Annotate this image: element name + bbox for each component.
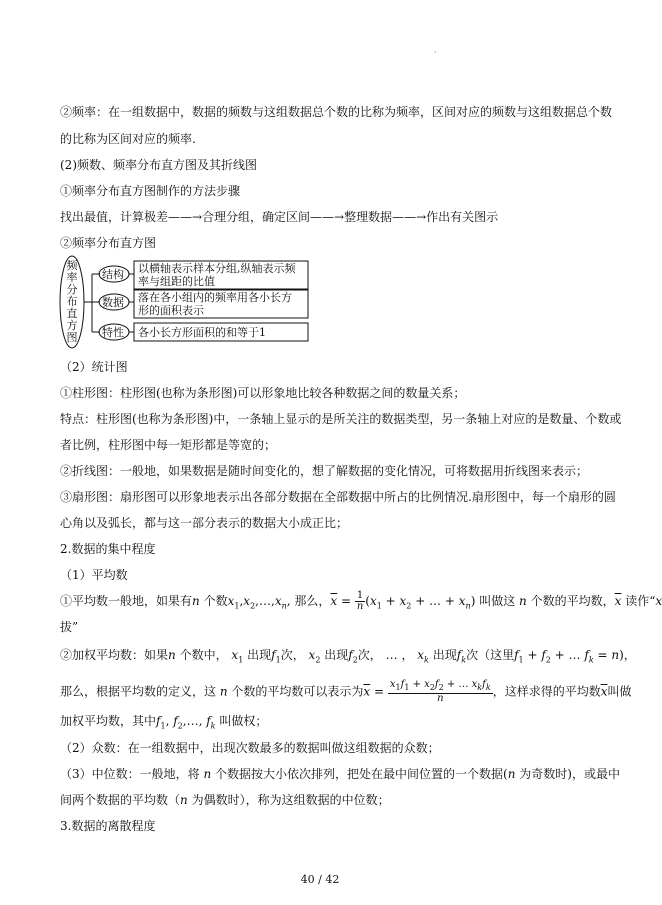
center-char: 分 — [66, 283, 78, 296]
text-span: 次， — [357, 648, 382, 662]
center-char: 方 — [66, 319, 78, 332]
text-span: 叫做 — [607, 684, 632, 699]
text-line: 者比例，柱形图中每一矩形都是等宽的； — [60, 438, 277, 452]
formula-line: 那么，根据平均数的定义，这 n 个数的平均数可以表示为$\overline{x}$ = $\frac{x_1f_1 + x_2f_2 + \dots x_kf_k}{n}$ ，这样求得的平均数$\overline{x}$叫做 — [60, 679, 632, 704]
text-span: ②加权平均数：如果 — [60, 648, 169, 662]
diagram-item-desc: 率与组距的比值 — [138, 275, 215, 288]
text-span: 叫做这 — [479, 594, 516, 608]
text-span: 出现 — [324, 648, 349, 662]
text-line: ③扇形图：扇形图可以形象地表示出各部分数据在全部数据中所占的比例情况.扇形图中，每一个扇形的圆 — [60, 490, 616, 504]
text-line: ①频率分布直方图制作的方法步骤 — [60, 184, 241, 198]
formula-line: ②加权平均数：如果n 个数中， $x_1$ 出现$f_1$次， $x_2$ 出现$f_2$次， … ， $x_k$ 出现$f_k$次（这里$f_1 + f_2$ + … $f_k = n$)， — [60, 648, 636, 665]
section-heading: （1）平均数 — [60, 568, 128, 582]
text-line: ②折线图：一般地，如果数据是随时间变化的，想了解数据的变化情况，可将数据用折线图来表示； — [60, 464, 589, 478]
diagram-item-label: 特性 — [102, 326, 124, 339]
formula-line: ①平均数一般地，如果有n 个数$x_1,x_2,\dots,x_n$, 那么，$\overline{x}$ = $\frac{1}{n}$ ($x_1 + x_2$ + … + $x_n$) 叫做这 n 个数的平均数，$\overline{x}$ 读作“x — [60, 590, 662, 612]
section-heading: (2)频数、频率分布直方图及其折线图 — [60, 158, 257, 172]
text-line: 拔” — [60, 620, 79, 634]
text-span: 个数据按大小依次排列，把处在最中间位置的一个数据( — [215, 767, 508, 781]
text-line: （2）众数：在一组数据中，出现次数最多的数据叫做这组数据的众数； — [60, 741, 440, 755]
text-span: 次， — [280, 648, 305, 662]
diagram-item-desc: 落在各小组内的频率用各小长方 — [138, 291, 292, 304]
text-span: 个数 — [203, 594, 228, 608]
center-char: 图 — [66, 331, 78, 344]
section-heading: 2.数据的集中程度 — [60, 542, 156, 556]
center-char: 直 — [66, 307, 78, 320]
section-heading: 3.数据的离散程度 — [60, 819, 156, 833]
text-span: 叫做权； — [219, 714, 268, 728]
text-line: 找出最值，计算极差——→合理分组，确定区间——→整理数据——→作出有关图示 — [60, 210, 499, 224]
section-heading: （2）统计图 — [60, 360, 128, 374]
page-mark: · — [434, 48, 437, 57]
text-line: ①柱形图：柱形图(也称为条形图)可以形象地比较各种数据之间的数量关系； — [60, 386, 466, 400]
text-line: ②频率：在一组数据中，数据的频数与这组数据总个数的比称为频率，区间对应的频数与这组数据总个数 — [60, 105, 613, 119]
formula-line: 间两个数据的平均数（n 为偶数时），称为这组数据的中位数； — [60, 793, 390, 807]
text-span: ①平均数一般地，如果有 — [60, 594, 193, 608]
text-span: 次（这里 — [466, 648, 515, 662]
text-line: 心角以及弧长，都与这一部分表示的数据大小成正比； — [60, 516, 349, 530]
text-span: 为奇数时)，或最中 — [519, 767, 620, 781]
diagram-item-label: 数据 — [102, 296, 124, 309]
center-char: 频 — [66, 259, 78, 272]
text-line: 特点：柱形图(也称为条形图)中，一条轴上显示的是所关注的数据类型，另一条轴上对应的是数量、个数或 — [60, 412, 622, 426]
formula-line: （3）中位数：一般地，将 n 个数据按大小依次排列，把处在最中间位置的一个数据(n 为奇数时)，或最中 — [60, 767, 620, 781]
histogram-concept-diagram — [58, 254, 318, 350]
formula-line: 加权平均数，其中$f_1$, $f_2,\dots$, $f_k$ 叫做权； — [60, 714, 268, 731]
text-span: 个数中， — [179, 648, 228, 662]
center-char: 布 — [66, 295, 78, 308]
text-line: 的比称为区间对应的频率. — [60, 132, 196, 146]
diagram-item-desc: 形的面积表示 — [138, 304, 204, 317]
text-span: 那么，根据平均数的定义，这 — [60, 684, 217, 699]
text-span: 出现 — [247, 648, 272, 662]
text-span: 为偶数时），称为这组数据的中位数； — [191, 793, 390, 807]
diagram-item-desc: 以横轴表示样本分组,纵轴表示频 — [138, 262, 296, 275]
text-span: 读作“ — [625, 594, 656, 608]
text-span: 个数的平均数可以表示为 — [231, 684, 364, 699]
text-span: 间两个数据的平均数（ — [60, 793, 181, 807]
text-span: （3）中位数：一般地，将 — [60, 767, 200, 781]
diagram-item-label: 结构 — [102, 268, 124, 281]
text-line: ②频率分布直方图 — [60, 236, 157, 250]
text-span: ，这样求得的平均数 — [492, 684, 601, 699]
center-char: 率 — [66, 271, 78, 284]
text-span: 那么， — [294, 594, 331, 608]
text-span: 加权平均数，其中 — [60, 714, 157, 728]
text-span: 出现 — [432, 648, 457, 662]
diagram-item-desc: 各小长方形面积的和等于1 — [138, 326, 266, 339]
diagram-center-label — [66, 260, 78, 344]
page-number: 40 / 42 — [300, 873, 340, 886]
text-span: 个数的平均数， — [530, 594, 615, 608]
